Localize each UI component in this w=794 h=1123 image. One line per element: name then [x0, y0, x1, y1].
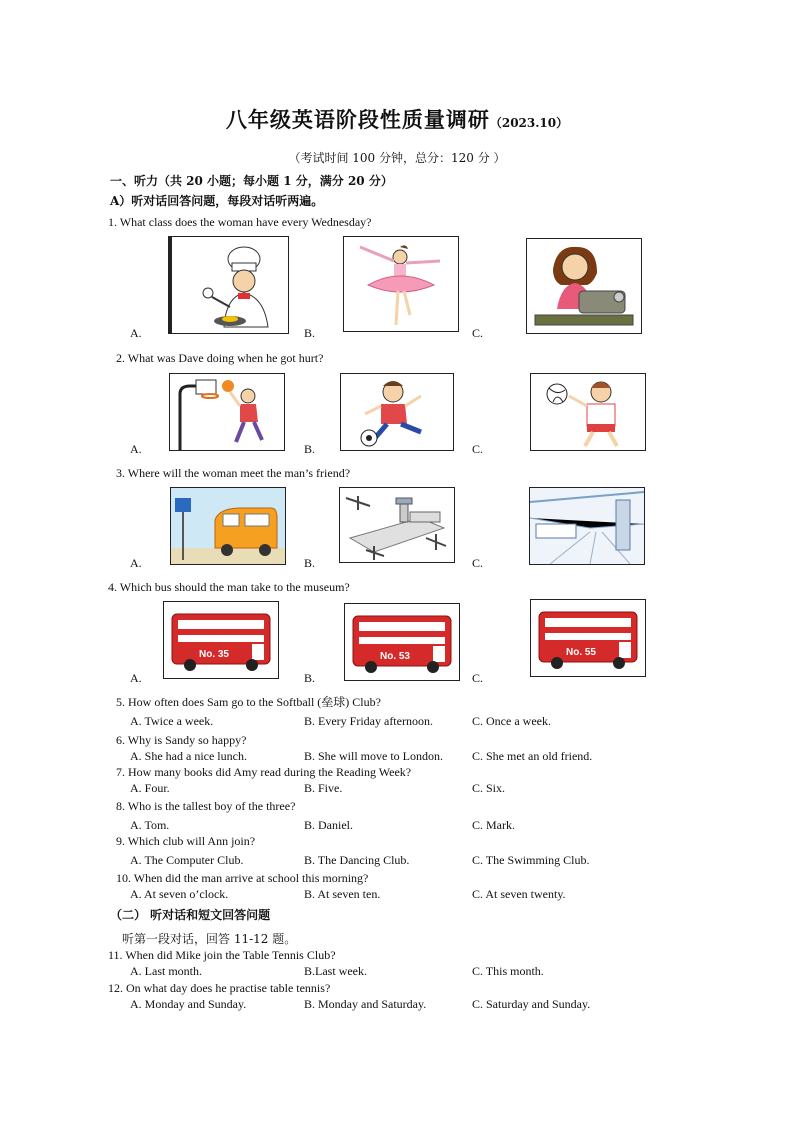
section-2-instruction: 听第一段对话，回答 11-12 题。: [122, 932, 297, 946]
train-station-picture: [529, 487, 645, 565]
question-11: 11. When did Mike join the Table Tennis Club?: [108, 948, 336, 962]
section-listening-heading: 一、听力（共 20 小题；每小题 1 分，满分 20 分）: [110, 174, 393, 188]
option-b: B. She will move to London.: [304, 749, 443, 763]
bus-number: No. 55: [565, 647, 597, 658]
option-b: B. Every Friday afternoon.: [304, 714, 433, 728]
question-6: 6. Why is Sandy so happy?: [116, 733, 247, 747]
option-label: A.: [130, 556, 142, 570]
bus-stop-picture: [170, 487, 286, 565]
option-b: B. Five.: [304, 781, 343, 795]
option-label: A.: [130, 671, 142, 685]
airport-picture: [339, 487, 455, 563]
question-12: 12. On what day does he practise table tennis?: [108, 981, 331, 995]
option-a: A. The Computer Club.: [130, 853, 244, 867]
bus-number: No. 35: [198, 649, 230, 660]
section-2-heading: （二） 听对话和短文回答问题: [110, 908, 271, 922]
option-c: C. Once a week.: [472, 714, 551, 728]
question-1: 1. What class does the woman have every Wednesday?: [108, 215, 372, 229]
basketball-picture: [169, 373, 285, 451]
option-a: A. Twice a week.: [130, 714, 214, 728]
question-9: 9. Which club will Ann join?: [116, 834, 256, 848]
option-label: A.: [130, 442, 142, 456]
option-a: A. Tom.: [130, 818, 170, 832]
option-b: B.Last week.: [304, 964, 367, 978]
option-c: C. Saturday and Sunday.: [472, 997, 591, 1011]
option-label: B.: [304, 326, 316, 340]
option-a: A. Last month.: [130, 964, 202, 978]
chef-cooking-picture: [168, 236, 289, 334]
bus-55-picture: [530, 599, 646, 677]
volleyball-picture: [530, 373, 646, 451]
option-b: B. Daniel.: [304, 818, 353, 832]
option-label: C.: [472, 326, 484, 340]
option-label: A.: [130, 326, 142, 340]
question-2: 2. What was Dave doing when he got hurt?: [116, 351, 324, 365]
question-5: 5. How often does Sam go to the Softball (垒球) Club?: [116, 695, 381, 709]
option-c: C. At seven twenty.: [472, 887, 566, 901]
question-8: 8. Who is the tallest boy of the three?: [116, 799, 296, 813]
option-c: C. This month.: [472, 964, 544, 978]
option-a: A. She had a nice lunch.: [130, 749, 247, 763]
page-title: 八年级英语阶段性质量调研（2023.10）: [225, 107, 569, 132]
question-3: 3. Where will the woman meet the man’s friend?: [116, 466, 351, 480]
option-c: C. The Swimming Club.: [472, 853, 590, 867]
football-picture: [340, 373, 454, 451]
option-c: C. Six.: [472, 781, 506, 795]
ballet-dancer-picture: [343, 236, 459, 332]
option-c: C. Mark.: [472, 818, 515, 832]
option-a: A. Monday and Sunday.: [130, 997, 247, 1011]
option-label: C.: [472, 671, 484, 685]
option-a: A. At seven o’clock.: [130, 887, 229, 901]
bus-53-picture: [344, 603, 460, 681]
option-label: B.: [304, 671, 316, 685]
exam-info: （考试时间 100 分钟，总分：120 分 ）: [288, 151, 506, 165]
option-a: A. Four.: [130, 781, 170, 795]
title-year: （2023.10）: [489, 116, 569, 130]
option-label: B.: [304, 556, 316, 570]
option-label: C.: [472, 556, 484, 570]
question-10: 10. When did the man arrive at school this morning?: [116, 871, 369, 885]
option-b: B. The Dancing Club.: [304, 853, 410, 867]
question-7: 7. How many books did Amy read during the Reading Week?: [116, 765, 412, 779]
option-label: B.: [304, 442, 316, 456]
bus-35-picture: [163, 601, 279, 679]
section-a-heading: A）听对话回答问题，每段对话听两遍。: [110, 194, 324, 208]
bus-number: No. 53: [379, 651, 411, 662]
sewing-woman-picture: [526, 238, 642, 334]
option-b: B. Monday and Saturday.: [304, 997, 427, 1011]
question-4: 4. Which bus should the man take to the museum?: [108, 580, 350, 594]
option-label: C.: [472, 442, 484, 456]
option-c: C. She met an old friend.: [472, 749, 593, 763]
option-b: B. At seven ten.: [304, 887, 381, 901]
